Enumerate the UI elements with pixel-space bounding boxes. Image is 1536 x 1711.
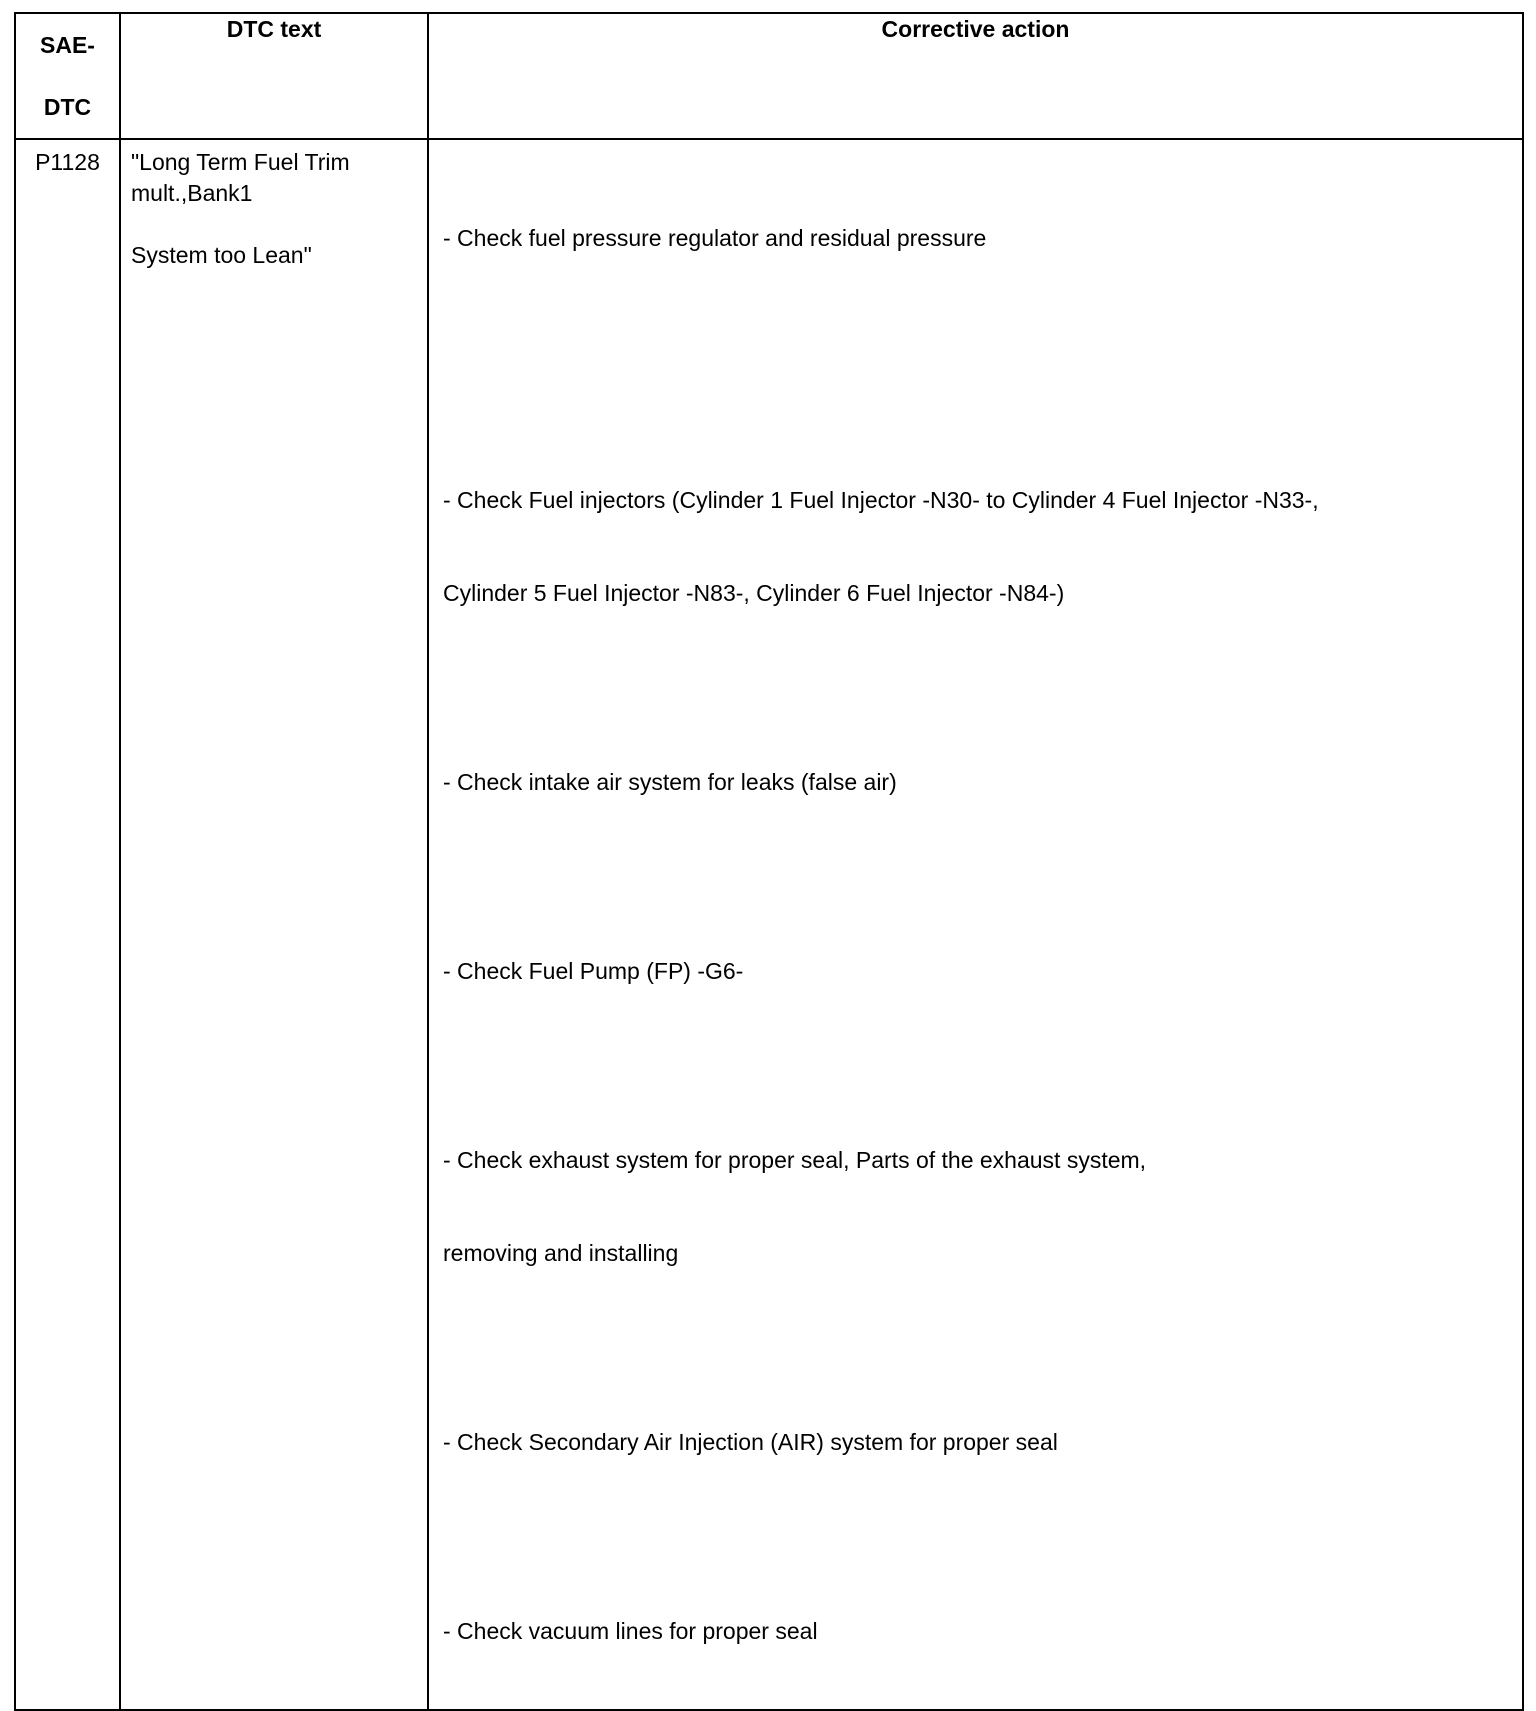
action-item [443,894,1522,1049]
dtc-text-paragraph-1 [131,147,427,209]
header-sae-dtc [15,13,120,139]
action-item [443,1554,1522,1709]
header-row [15,13,1523,139]
table-row [15,139,1523,1710]
header-sae-line2: DTC [43,94,92,120]
action-line: Cylinder 5 Fuel Injector -N83-, Cylinder 6 Fuel Injector -N84-) [443,580,1065,606]
action-line: - Check Fuel injectors (Cylinder 1 Fuel Injector -N30- to Cylinder 4 Fuel Injector -N33-, [443,487,1319,513]
action-line: - Check fuel pressure regulator and residual pressure [443,225,987,251]
header-sae-line1: SAE- [40,32,95,58]
action-item [443,1083,1522,1331]
action-item [443,705,1522,860]
action-line: - Check intake air system for leaks (false air) [443,769,897,795]
dtc-code-cell [15,139,120,1710]
dtc-text-cell [120,139,428,1710]
dtc-table [14,12,1524,1711]
action-item [443,161,1522,316]
dtc-code: P1128 [35,149,100,175]
header-dtc-text: DTC text [120,13,428,139]
dtc-text-line: System too Lean" [131,242,312,268]
action-line: - Check vacuum lines for proper seal [443,1618,818,1644]
action-line: removing and installing [443,1240,679,1266]
action-item [443,1365,1522,1520]
dtc-text-line: mult.,Bank1 [131,180,253,206]
action-line: - Check Secondary Air Injection (AIR) system for proper seal [443,1429,1058,1455]
action-item [443,423,1522,671]
dtc-text-line: "Long Term Fuel Trim [131,149,350,175]
action-line: - Check exhaust system for proper seal, Parts of the exhaust system, [443,1147,1147,1173]
dtc-text-paragraph-2 [131,240,427,271]
corrective-action-cell [428,139,1523,1710]
action-line: - Check Fuel Pump (FP) -G6- [443,958,744,984]
header-corrective-action: Corrective action [428,13,1523,139]
